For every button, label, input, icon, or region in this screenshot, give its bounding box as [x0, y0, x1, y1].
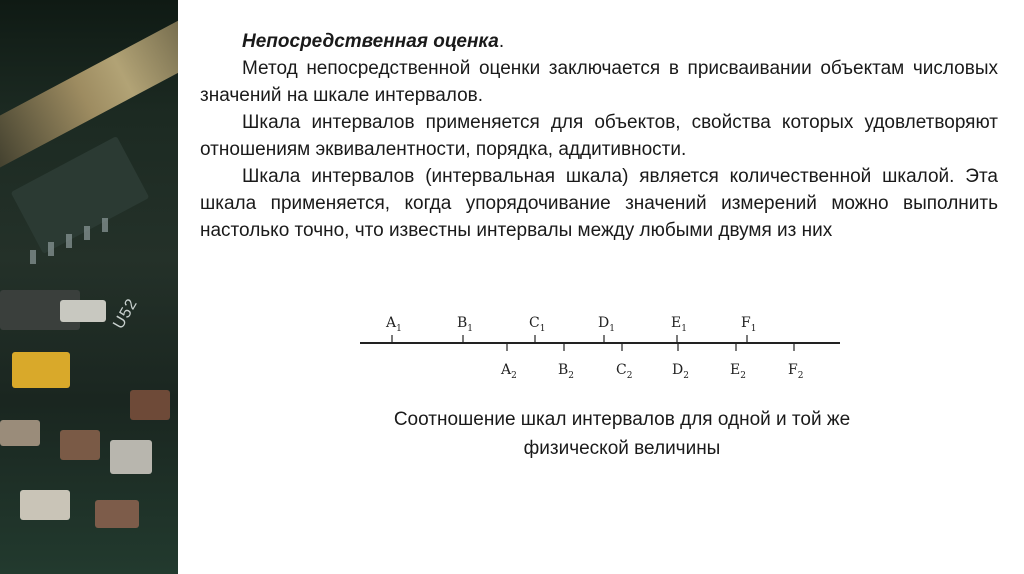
board-chip [11, 136, 150, 254]
board-component [110, 440, 152, 474]
bottom-point-label: $C_2$ [616, 362, 633, 381]
board-pin [66, 234, 72, 248]
board-component [130, 390, 170, 420]
main-text [200, 28, 998, 244]
board-pin [102, 218, 108, 232]
bottom-point-label: $A_2$ [501, 362, 517, 381]
board-pin [30, 250, 36, 264]
top-point-label: $C_1$ [529, 315, 546, 334]
bottom-point-label: $E_2$ [730, 362, 746, 381]
bottom-point-label: $F_2$ [788, 362, 804, 381]
board-capacitor [12, 352, 70, 388]
interval-scales-diagram [355, 300, 845, 390]
figure-caption [310, 405, 934, 463]
board-connector-stripe [0, 0, 178, 174]
top-point-label: $B_1$ [457, 315, 474, 334]
paragraph-scale-definition: Шкала интервалов (интервальная шкала) является количественной шкалой. Эта шкала применяется, когда упорядочивание значений измерений можно выполнить настолько точно, что известны интервалы между любыми двумя из них [200, 166, 998, 241]
board-component [0, 420, 40, 446]
top-point-label: $E_1$ [671, 315, 687, 334]
board-component [95, 500, 139, 528]
board-pin [84, 226, 90, 240]
top-point-label: $F_1$ [741, 315, 757, 334]
heading-title: Непосредственная оценка [242, 31, 499, 52]
board-component [60, 430, 100, 460]
board-component [60, 300, 106, 322]
board-component [20, 490, 70, 520]
caption-line-1: Соотношение шкал интервалов для одной и той же [393, 409, 851, 430]
circuit-board-photo [0, 0, 178, 574]
caption-line-2: физической величины [523, 438, 721, 459]
bottom-point-label: $D_2$ [672, 362, 689, 381]
board-pin [48, 242, 54, 256]
bottom-point-label: $B_2$ [558, 362, 575, 381]
paragraph-method: Метод непосредственной оценки заключается в присваивании объектам числовых значений на шкале интервалов. [200, 58, 998, 106]
interval-scales-figure [355, 300, 845, 390]
section-heading [200, 28, 998, 55]
heading-suffix: . [498, 31, 505, 52]
board-label: U52 [110, 295, 142, 333]
top-point-label: $A_1$ [386, 315, 402, 334]
top-point-label: $D_1$ [598, 315, 615, 334]
paragraph-scale-use: Шкала интервалов применяется для объектов, свойства которых удовлетворяют отношениям эквивалентности, порядка, аддитивности. [200, 112, 998, 160]
